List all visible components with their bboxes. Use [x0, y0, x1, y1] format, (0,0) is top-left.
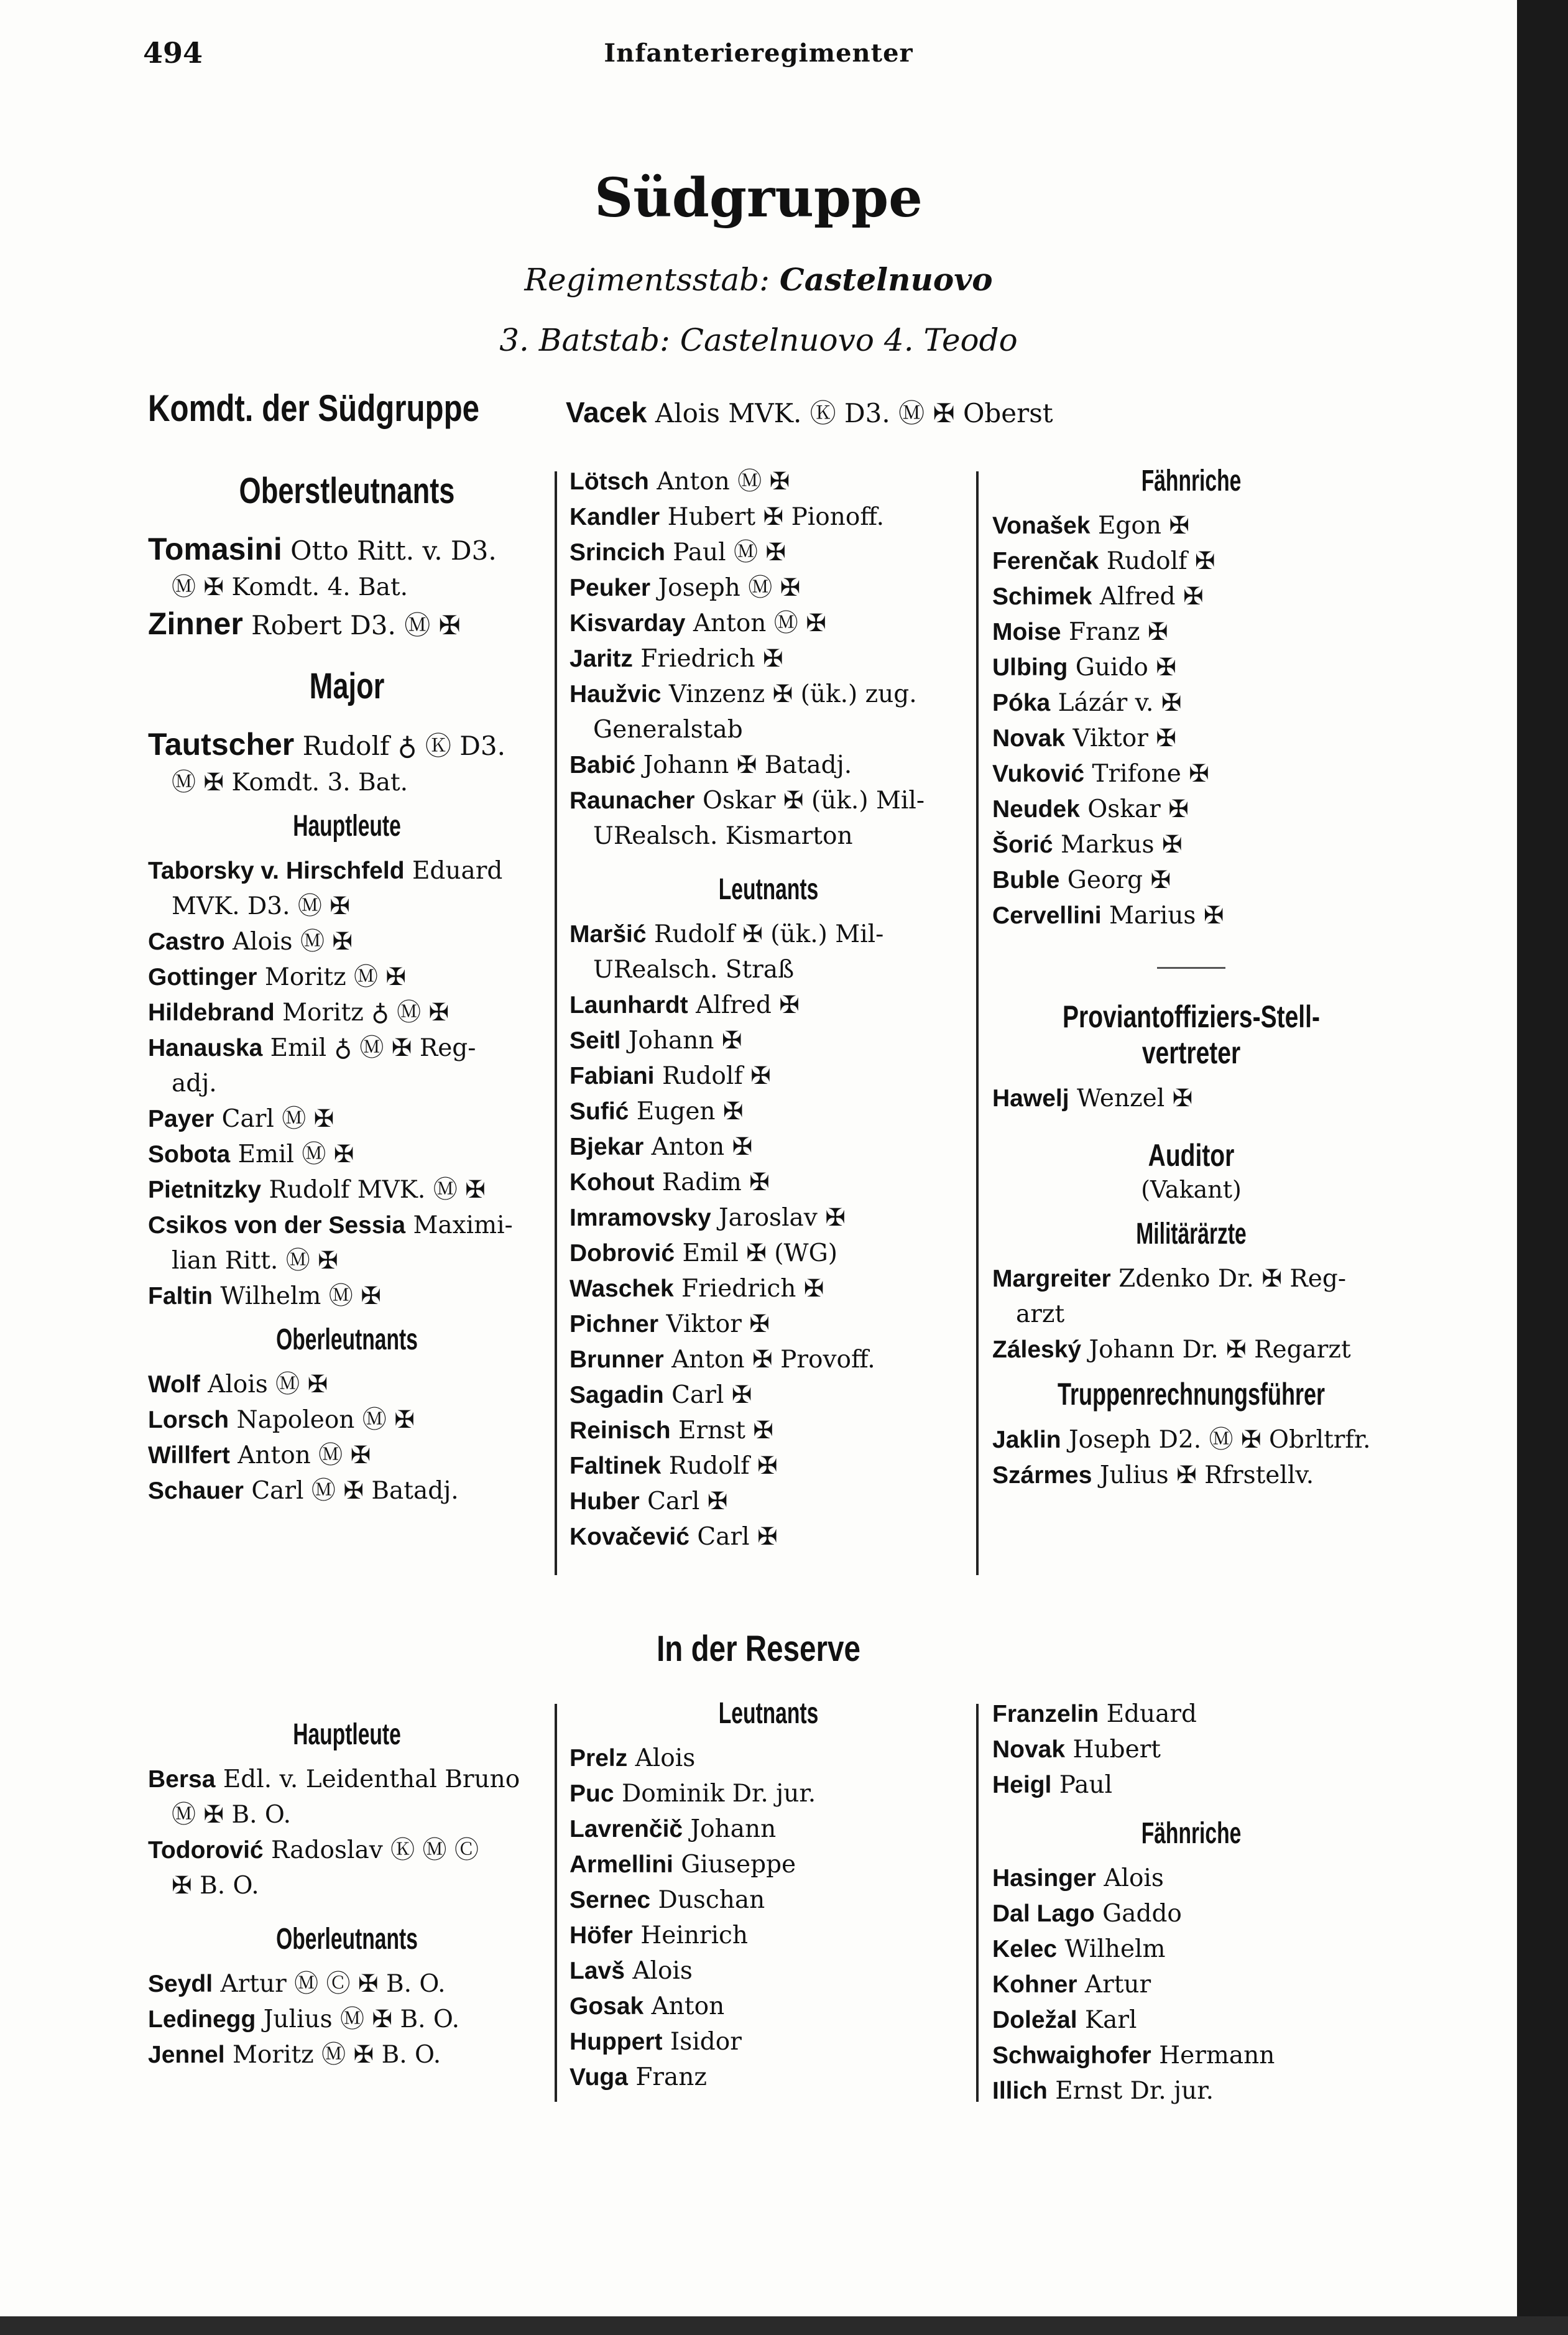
- list-item: Lavrenčič Johann: [570, 1815, 777, 1843]
- heading-major: Major: [309, 666, 385, 706]
- reserve-column-3: [992, 1696, 1390, 2109]
- list-item: Wolf Alois Ⓜ ✠: [148, 1371, 328, 1399]
- column-divider: [976, 1704, 979, 2102]
- list-item: Willfert Anton Ⓜ ✠: [148, 1441, 371, 1469]
- list-item: Peuker Joseph Ⓜ ✠: [570, 574, 801, 602]
- list-item: Lötsch Anton Ⓜ ✠: [570, 468, 790, 496]
- list-item: Novak Viktor ✠: [992, 724, 1176, 752]
- list-item: Zinner Robert D3. Ⓜ ✠: [148, 606, 461, 641]
- list-item: Huppert Isidor: [570, 2028, 742, 2056]
- list-item: Faltin Wilhelm Ⓜ ✠: [148, 1282, 381, 1310]
- heading-truppenrechnungsfuehrer: Truppenrechnungsführer: [1057, 1377, 1326, 1412]
- list-item: Margreiter Zdenko Dr. ✠ Reg-: [992, 1265, 1346, 1293]
- list-item: Reinisch Ernst ✠: [570, 1417, 773, 1445]
- list-item: Hasinger Alois: [992, 1864, 1164, 1892]
- list-item: Vuga Franz: [570, 2063, 707, 2091]
- list-item: Franzelin Eduard: [992, 1700, 1197, 1728]
- page-title: Südgruppe: [594, 167, 923, 229]
- list-item: Sernec Duschan: [570, 1886, 765, 1914]
- section-separator: [1157, 967, 1225, 969]
- list-item: Waschek Friedrich ✠: [570, 1275, 824, 1303]
- list-item: Faltinek Rudolf ✠: [570, 1452, 778, 1480]
- list-item: Vuković Trifone ✠: [992, 760, 1209, 788]
- list-item: Kelec Wilhelm: [992, 1935, 1166, 1963]
- list-item: Payer Carl Ⓜ ✠: [148, 1105, 334, 1133]
- heading-leutnants: Leutnants: [718, 873, 819, 906]
- list-item: Huber Carl ✠: [570, 1487, 728, 1515]
- list-item-cont: arzt: [1016, 1300, 1065, 1328]
- list-item: Illich Ernst Dr. jur.: [992, 2077, 1214, 2105]
- list-item: Imramovsky Jaroslav ✠: [570, 1204, 846, 1232]
- list-item: Sufić Eugen ✠: [570, 1098, 744, 1126]
- list-item-cont: Ⓜ ✠ B. O.: [172, 1801, 292, 1829]
- list-item: Tautscher Rudolf ♁ Ⓚ D3.: [148, 727, 505, 762]
- list-item: Ledinegg Julius Ⓜ ✠ B. O.: [148, 2005, 459, 2033]
- list-item: Šorić Markus ✠: [992, 831, 1183, 859]
- list-item: Kohner Artur: [992, 1971, 1151, 1999]
- list-item: Dal Lago Gaddo: [992, 1900, 1182, 1928]
- regimentsstab-line: Regimentsstab: Castelnuovo: [524, 261, 993, 298]
- list-item: Todorović Radoslav Ⓚ Ⓜ Ⓒ: [148, 1836, 479, 1864]
- list-item: Maršić Rudolf ✠ (ük.) Mil-: [570, 920, 884, 948]
- list-item: Jennel Moritz Ⓜ ✠ B. O.: [148, 2041, 441, 2069]
- list-item-cont: MVK. D3. Ⓜ ✠: [172, 892, 350, 920]
- list-item: Lorsch Napoleon Ⓜ ✠: [148, 1406, 415, 1434]
- heading-hauptleute: Hauptleute: [293, 810, 401, 843]
- list-item: Csikos von der Sessia Maximi-: [148, 1211, 513, 1239]
- list-item: Castro Alois Ⓜ ✠: [148, 928, 353, 956]
- list-item: Sagadin Carl ✠: [570, 1381, 752, 1409]
- heading-oberstleutnants: Oberstleutnants: [239, 471, 455, 511]
- list-item: Jaritz Friedrich ✠: [570, 645, 783, 673]
- list-item: Srincich Paul Ⓜ ✠: [570, 539, 786, 566]
- list-item: Kohout Radim ✠: [570, 1168, 770, 1196]
- list-item: Doležal Karl: [992, 2006, 1137, 2034]
- list-item: Bjekar Anton ✠: [570, 1133, 753, 1161]
- list-item-cont: URealsch. Kismarton: [593, 822, 853, 850]
- scan-edge-right: [1517, 0, 1568, 2335]
- list-item: Jaklin Joseph D2. Ⓜ ✠ Obrltrfr.: [992, 1426, 1371, 1454]
- list-item: Kovačević Carl ✠: [570, 1523, 778, 1551]
- heading-reserve-oberleutnants: Oberleutnants: [276, 1923, 418, 1956]
- list-item: Tomasini Otto Ritt. v. D3.: [148, 532, 497, 566]
- list-item-cont: Generalstab: [593, 716, 743, 744]
- heading-oberleutnants: Oberleutnants: [276, 1323, 418, 1356]
- column-2: [570, 464, 967, 1555]
- column-1: [148, 466, 546, 1509]
- reserve-column-2: [570, 1696, 967, 2095]
- list-item: Launhardt Alfred ✠: [570, 991, 800, 1019]
- scan-edge-bottom: [0, 2316, 1568, 2335]
- auditor-note: (Vakant): [1141, 1176, 1242, 1203]
- list-item-cont: adj.: [172, 1070, 217, 1098]
- column-divider: [976, 471, 979, 1575]
- list-item: Heigl Paul: [992, 1771, 1113, 1799]
- list-item: Záleský Johann Dr. ✠ Regarzt: [992, 1336, 1351, 1364]
- list-item: Seydl Artur Ⓜ Ⓒ ✠ B. O.: [148, 1970, 446, 1998]
- list-item: Taborsky v. Hirschfeld Eduard: [148, 857, 503, 885]
- list-item: Póka Lázár v. ✠: [992, 689, 1182, 717]
- page-number: 494: [143, 36, 203, 70]
- list-item: Gosak Anton: [570, 1992, 725, 2020]
- list-item-cont: URealsch. Straß: [593, 956, 795, 984]
- column-divider: [555, 471, 557, 1575]
- komdt-label: Komdt. der Südgruppe: [148, 387, 479, 429]
- list-item: Pichner Viktor ✠: [570, 1310, 770, 1338]
- list-item-cont: Ⓜ ✠ Komdt. 3. Bat.: [172, 769, 408, 797]
- list-item: Hildebrand Moritz ♁ Ⓜ ✠: [148, 999, 450, 1027]
- list-item: Schimek Alfred ✠: [992, 583, 1204, 611]
- column-3: [992, 464, 1390, 1493]
- list-item: Seitl Johann ✠: [570, 1027, 742, 1055]
- list-item: Babić Johann ✠ Batadj.: [570, 751, 852, 779]
- heading-proviant-cont: vertreter: [1141, 1035, 1241, 1070]
- list-item: Lavš Alois: [570, 1957, 693, 1985]
- running-head: Infanterieregimenter: [604, 39, 913, 68]
- list-item: Novak Hubert: [992, 1736, 1161, 1764]
- list-item: Bersa Edl. v. Leidenthal Bruno: [148, 1765, 520, 1793]
- list-item: Armellini Giuseppe: [570, 1851, 796, 1879]
- batstab-line: 3. Batstab: Castelnuovo 4. Teodo: [499, 322, 1018, 358]
- reserve-column-1: [148, 1711, 546, 2073]
- list-item: Gottinger Moritz Ⓜ ✠: [148, 963, 407, 991]
- heading-reserve-leutnants: Leutnants: [718, 1697, 819, 1730]
- list-item: Ferenčak Rudolf ✠: [992, 547, 1215, 575]
- komdt-entry: Vacek Alois MVK. Ⓚ D3. Ⓜ ✠ Oberst: [566, 396, 1053, 428]
- list-item: Pietnitzky Rudolf MVK. Ⓜ ✠: [148, 1176, 486, 1204]
- list-item: Buble Georg ✠: [992, 866, 1171, 894]
- list-item: Kandler Hubert ✠ Pionoff.: [570, 503, 885, 531]
- list-item: Ulbing Guido ✠: [992, 654, 1176, 682]
- list-item: Sobota Emil Ⓜ ✠: [148, 1140, 354, 1168]
- list-item: Raunacher Oskar ✠ (ük.) Mil-: [570, 787, 925, 815]
- column-divider: [555, 1704, 557, 2102]
- list-item: Kisvarday Anton Ⓜ ✠: [570, 609, 826, 637]
- list-item: Haužvic Vinzenz ✠ (ük.) zug.: [570, 680, 917, 708]
- list-item: Moise Franz ✠: [992, 618, 1168, 646]
- list-item: Cervellini Marius ✠: [992, 902, 1224, 930]
- heading-reserve-hauptleute: Hauptleute: [293, 1718, 401, 1751]
- list-item-cont: lian Ritt. Ⓜ ✠: [172, 1247, 338, 1275]
- list-item: Fabiani Rudolf ✠: [570, 1062, 771, 1090]
- list-item: Schwaighofer Hermann: [992, 2041, 1275, 2069]
- list-item: Hawelj Wenzel ✠: [992, 1084, 1193, 1112]
- list-item: Prelz Alois: [570, 1744, 696, 1772]
- heading-militaeraerzte: Militärärzte: [1136, 1218, 1247, 1251]
- heading-reserve-faehnriche: Fähnriche: [1141, 1817, 1242, 1850]
- list-item: Hanauska Emil ♁ Ⓜ ✠ Reg-: [148, 1034, 476, 1062]
- heading-auditor: Auditor: [1148, 1138, 1235, 1173]
- list-item: Neudek Oskar ✠: [992, 795, 1189, 823]
- list-item: Vonašek Egon ✠: [992, 512, 1190, 540]
- heading-reserve: In der Reserve: [657, 1629, 860, 1669]
- list-item: Dobrović Emil ✠ (WG): [570, 1239, 837, 1267]
- list-item: Szármes Julius ✠ Rfrstellv.: [992, 1461, 1314, 1489]
- list-item-cont: ✠ B. O.: [172, 1872, 259, 1900]
- heading-proviant: Proviantoffiziers-Stell-: [1063, 999, 1320, 1034]
- list-item: Höfer Heinrich: [570, 1921, 749, 1949]
- heading-faehnriche: Fähnriche: [1141, 465, 1242, 497]
- list-item-cont: Ⓜ ✠ Komdt. 4. Bat.: [172, 573, 408, 601]
- list-item: Schauer Carl Ⓜ ✠ Batadj.: [148, 1477, 459, 1505]
- list-item: Puc Dominik Dr. jur.: [570, 1780, 816, 1808]
- list-item: Brunner Anton ✠ Provoff.: [570, 1346, 875, 1374]
